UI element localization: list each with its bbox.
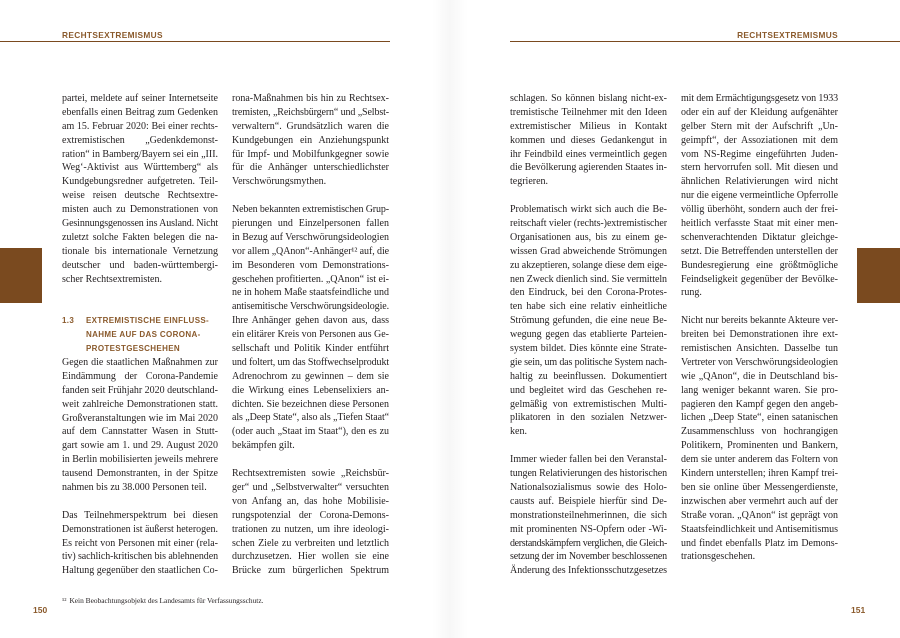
text-line: gie sein, um das politische System nach- — [510, 356, 667, 368]
text-line: und findet ebenfalls Platz im Demons- — [681, 537, 838, 549]
text-line: für Impf- und Mobilfunkgegner sowie — [232, 148, 389, 160]
text-line: Großveranstaltungen wie im Mai 2020 — [62, 412, 218, 424]
text-line: wissen Grad abweichende Strömungen — [510, 245, 667, 257]
text-line: geimpft“, der Assoziationen mit dem — [681, 134, 838, 146]
text-line: fanden seit Frühjahr 2020 deutschland- — [62, 384, 218, 396]
text-line: vor allem „QAnon“-Anhänger¹² auf, die — [232, 245, 389, 257]
text-line: Kundgebungen ein Anziehungspunkt — [232, 134, 389, 146]
text-line: am 15. Februar 2020: Bei einer rechts- — [62, 120, 218, 132]
text-line: und begleitet wird das Geschehen re- — [510, 384, 667, 396]
page-number: 151 — [851, 605, 866, 615]
text-line: auf dem Cannstatter Wasen in Stutt- — [62, 426, 218, 438]
text-line: tionale bis internationale Vernetzung — [62, 245, 218, 257]
paragraph — [510, 92, 667, 189]
paragraph — [62, 356, 218, 495]
text-line: völlig überhöht, sondern auch der frei- — [681, 204, 838, 216]
text-line: deutscher und baden-württembergi- — [62, 259, 218, 271]
footnote-text: Kein Beobachtungsobjekt des Landesamts für Verfassungsschutz. — [69, 596, 264, 605]
text-line: ben sie online über Messengerdienste, — [681, 481, 838, 493]
text-line: Nicht nur bereits bekannte Akteure ver- — [681, 315, 838, 327]
paragraph — [681, 92, 838, 300]
paragraph — [681, 314, 838, 564]
text-line: rung. — [681, 287, 702, 299]
paragraph — [232, 467, 389, 578]
text-line: den Eindruck, bei den Corona-Protes- — [510, 287, 667, 299]
text-line: plikatoren in den sozialen Netzwer- — [510, 412, 667, 424]
text-line: pagieren den Kampf gegen den angeb- — [681, 398, 838, 410]
text-line: Organisationen aus, bis zu einem ge- — [510, 231, 667, 243]
text-line: Strömung gefunden, die eine neue Be- — [510, 315, 667, 327]
text-line: rona-Maßnahmen bis hin zu Rechtsex- — [232, 93, 389, 104]
text-line: sellschaft und Politik Kinder entführt — [232, 343, 389, 355]
text-line: durchzusetzen. Hier wollen sie eine — [232, 551, 389, 563]
text-line: Vertreter von Verschwörungsideologien — [681, 356, 838, 368]
text-line: Weg‘-Aktivist aus Württemberg“ als — [62, 162, 218, 174]
text-line: scher Rechtsextremisten. — [62, 273, 162, 285]
footnote — [62, 596, 263, 606]
text-line: Neben bekannten extremistischen Grup- — [232, 204, 390, 216]
section-heading-line: NAHME AUF DAS CORONA- — [86, 330, 201, 340]
text-line: rungspotenzial der Corona-Demons- — [232, 509, 389, 521]
text-line: nur die eigene vermeintliche Opferrolle — [681, 190, 839, 202]
paragraph — [510, 203, 667, 439]
text-line: ne in hohem Maße staatsfeindliche und — [232, 287, 389, 299]
text-line: Zusammenschluss von hochrangigen — [681, 426, 838, 438]
text-line: weit zahlreiche Demonstrationen statt. — [62, 398, 218, 410]
text-line: stern hervorrufen soll. Mit diesen und — [681, 162, 838, 174]
text-line: Immer wieder fallen bei den Veranstal- — [510, 454, 667, 466]
text-line: derstandskämpfern verglichen, die Gleich- — [510, 537, 667, 549]
text-line: kommen und dieses Gedankengut in — [510, 134, 667, 146]
text-line: von Anfang an, das hohe Mobilisie- — [232, 495, 389, 507]
text-line: extremistischen „Gedenkdemonst- — [62, 134, 218, 146]
text-line: Demonstrationen ist äußerst heterogen. — [62, 523, 219, 535]
text-line: Es reicht von Personen mit einer (rela- — [62, 537, 218, 549]
text-line: mit prominenten NS-Opfern oder -Wi- — [510, 523, 667, 535]
text-line: vom NS-Regime eingeführten Juden- — [681, 148, 839, 160]
text-line: und foltert, um das Stoffwechselprodukt — [232, 356, 390, 368]
text-line: nen Zweck dienlich sind. Sie vermitteln — [510, 273, 667, 285]
text-line: setzung der im November beschlossenen — [510, 551, 667, 563]
text-line: tungen Relativierungen des historischen — [510, 468, 668, 480]
text-line: dichten. Sie bezeichnen diese Personen — [232, 398, 389, 410]
text-line: pierungen und Einzelpersonen fallen — [232, 218, 389, 230]
text-line: inzwischen aber vermehrt auch auf der — [681, 495, 838, 507]
header-rule — [510, 41, 900, 42]
text-line: mit dem Ermächtigungsgesetz von 1933 — [681, 93, 838, 104]
paragraph — [62, 509, 218, 578]
text-line: ken. — [510, 426, 527, 438]
text-line: lang weniger bekannt waren. Sie pro- — [681, 384, 838, 396]
text-column-2 — [681, 92, 838, 564]
text-line: trationen zu nutzen, um ihre ideologi- — [232, 523, 389, 535]
text-line: extremistischer Milieus in Kontakt — [510, 120, 667, 132]
text-line: Verschwörungsmythen. — [232, 176, 327, 188]
text-line: tremisten, „Reichsbürgern“ und „Selbst- — [232, 106, 389, 118]
section-heading-line: PROTESTGESCHEHEN — [86, 344, 181, 354]
text-line: Rechtsextremisten sowie „Reichsbür- — [232, 468, 390, 480]
text-line: als „Deep State“, also als „Tiefen Staat“ — [232, 412, 390, 424]
text-line: nahmen bis zu 38.000 Personen teil. — [62, 481, 207, 493]
text-line: wegung gegen das etablierte Parteien- — [510, 329, 667, 341]
text-line: Eindämmung der Corona-Pandemie — [62, 370, 218, 382]
paragraph — [232, 203, 389, 453]
text-line: Das Teilnehmerspektrum bei diesen — [62, 509, 218, 521]
text-line: in Bezug auf Verschwörungsideologien — [232, 231, 389, 243]
text-line: in Berlin mobilisierten jeweils mehrere — [62, 454, 218, 466]
text-line: setzt. Die Betreffenden unterstellen der — [681, 245, 838, 257]
text-line: schen Ziele zu verbreiten und letztlich — [232, 537, 389, 549]
text-column-1 — [510, 92, 667, 578]
text-line: antisemitische Verschwörungsideologie. — [232, 301, 389, 313]
text-line: Straße voran. „QAnon“ ist geprägt von — [681, 509, 838, 521]
text-line: gelmäßig von extremistischen Multi- — [510, 398, 667, 410]
right-page — [450, 0, 900, 638]
text-line: für die Anhänger unterschiedlichster — [232, 162, 390, 174]
paragraph — [510, 453, 667, 578]
text-line: heitlich verfasste Staat mit einer men- — [681, 218, 838, 230]
text-line: haltig zu beeinflussen. Dokumentiert — [510, 370, 667, 382]
text-line: schlagen. So können bislang nicht-ex- — [510, 93, 667, 104]
text-column-1 — [62, 92, 218, 578]
chapter-tab — [0, 248, 42, 303]
text-line: zu akzeptieren, solange diese dem eige- — [510, 259, 667, 271]
text-line: Nationalsozialismus sowie des Holo- — [510, 481, 667, 493]
section-heading — [62, 314, 218, 356]
text-line: Staatsfeindlichkeit und Antisemitismus — [681, 523, 838, 535]
text-line: trationsgeschehen. — [681, 551, 756, 563]
text-line: partei, meldete auf seiner Internetseite — [62, 93, 218, 104]
text-column-2 — [232, 92, 389, 578]
text-line: tausend Demonstranten, in der Spitze — [62, 468, 218, 480]
header-rule — [0, 41, 390, 42]
text-line: Kindern unterstellen; ihren Kampf trei- — [681, 468, 838, 480]
text-line: ebenfalls einen Beitrag zum Gedenken — [62, 106, 219, 118]
text-line: dem sie unter anderem das Foltern von — [681, 454, 838, 466]
page-number: 150 — [33, 605, 48, 615]
paragraph — [62, 92, 218, 286]
paragraph — [232, 92, 389, 189]
text-line: remistischen Ansichten. Dasselbe tun — [681, 343, 838, 355]
text-line: die Bevölkerung agierenden Staates in- — [510, 162, 667, 174]
text-line: ten habe sich eine relativ einheitliche — [510, 301, 667, 313]
text-line: causts auf. Beispiele hierfür sind De- — [510, 495, 667, 507]
text-line: die Wirkung eines Lebenselixiers an- — [232, 384, 389, 396]
text-line: breiten bei Demonstrationen ihre ext- — [681, 329, 838, 341]
chapter-tab — [857, 248, 900, 303]
text-line: Adrenochrom zu gewinnen – dem sie — [232, 370, 389, 382]
text-line: wie „QAnon“, die in Deutschland bis- — [681, 370, 838, 382]
text-line: gelber Stern mit der Aufschrift „Un- — [681, 120, 838, 132]
text-line: tegrieren. — [510, 176, 549, 188]
text-line: ger“ und „Selbstverwalter“ versuchten — [232, 481, 389, 493]
text-line: oder ein auf der Kleidung aufgenähter — [681, 106, 838, 118]
footnote-mark: ¹² — [62, 596, 67, 605]
text-line: monstrationsteilnehmerinnen, die sich — [510, 509, 667, 521]
text-line: tremistische Teilnehmer mit den Ideen — [510, 106, 667, 118]
text-line: tiv) sachlich-kritischen bis ablehnenden — [62, 551, 218, 563]
text-line: Gesinnungsgenossen ins Ausland. Nicht — [62, 218, 218, 230]
text-line: bekämpfen gilt. — [232, 440, 295, 452]
text-line: Politikern, Prominenten und Bankern, — [681, 440, 838, 452]
running-head: RECHTSEXTREMISMUS — [737, 30, 838, 40]
text-line: Kundgebungsredner aufgetreten. Teil- — [62, 176, 218, 188]
text-line: reitschaft vieler (rechts-)extremistischer — [510, 218, 667, 230]
text-line: lichen „Deep State“, einen satanischen — [681, 412, 838, 424]
text-line: misten auch zu Demonstrationen von — [62, 204, 218, 216]
section-number: 1.3 — [62, 316, 75, 326]
text-line: Feindseligkeit gegenüber der Bevölke- — [681, 273, 838, 285]
text-line: weise reisen deutsche Rechtsextre- — [62, 190, 218, 202]
text-line: ration“ in Bamberg/Bayern sei ein „III. — [62, 148, 218, 160]
text-line: Problematisch wirkt sich auch die Be- — [510, 204, 667, 216]
text-line: (oder auch „Staat im Staat“), den es zu — [232, 426, 390, 438]
section-heading-line: EXTREMISTISCHE EINFLUSS- — [86, 316, 210, 326]
text-line: im Besonderen vom Demonstrations- — [232, 259, 389, 271]
text-line: ein elitärer Kreis von Personen aus Ge- — [232, 329, 389, 341]
text-line: schenverachtenden Diktatur gleichge- — [681, 231, 838, 243]
text-line: geschehen profitierten. „QAnon“ ist ei- — [232, 273, 389, 285]
text-line: gart sowie am 1. und 29. August 2020 — [62, 440, 218, 452]
text-line: Brücke zum bürgerlichen Spektrum — [232, 565, 389, 577]
text-line: Gegen die staatlichen Maßnahmen zur — [62, 356, 219, 368]
running-head: RECHTSEXTREMISMUS — [62, 30, 163, 40]
text-line: ähnlichen Relativierungen wird nicht — [681, 176, 838, 188]
text-line: Haltung gegenüber den staatlichen Co- — [62, 565, 218, 577]
text-line: system bildet. Dies könnte eine Strate- — [510, 343, 667, 355]
text-line: ihr Feindbild eines vermeintlich gegen — [510, 148, 667, 160]
text-line: verwaltern“. Grundsätzlich waren die — [232, 120, 389, 132]
text-line: Änderung des Infektionsschutzgesetzes — [510, 565, 667, 577]
text-line: Ihre Anhänger gehen davon aus, dass — [232, 315, 389, 327]
text-line: zuletzt solche Fakten belegen die na- — [62, 231, 218, 243]
text-line: Bundesregierung eine größtmögliche — [681, 259, 838, 271]
